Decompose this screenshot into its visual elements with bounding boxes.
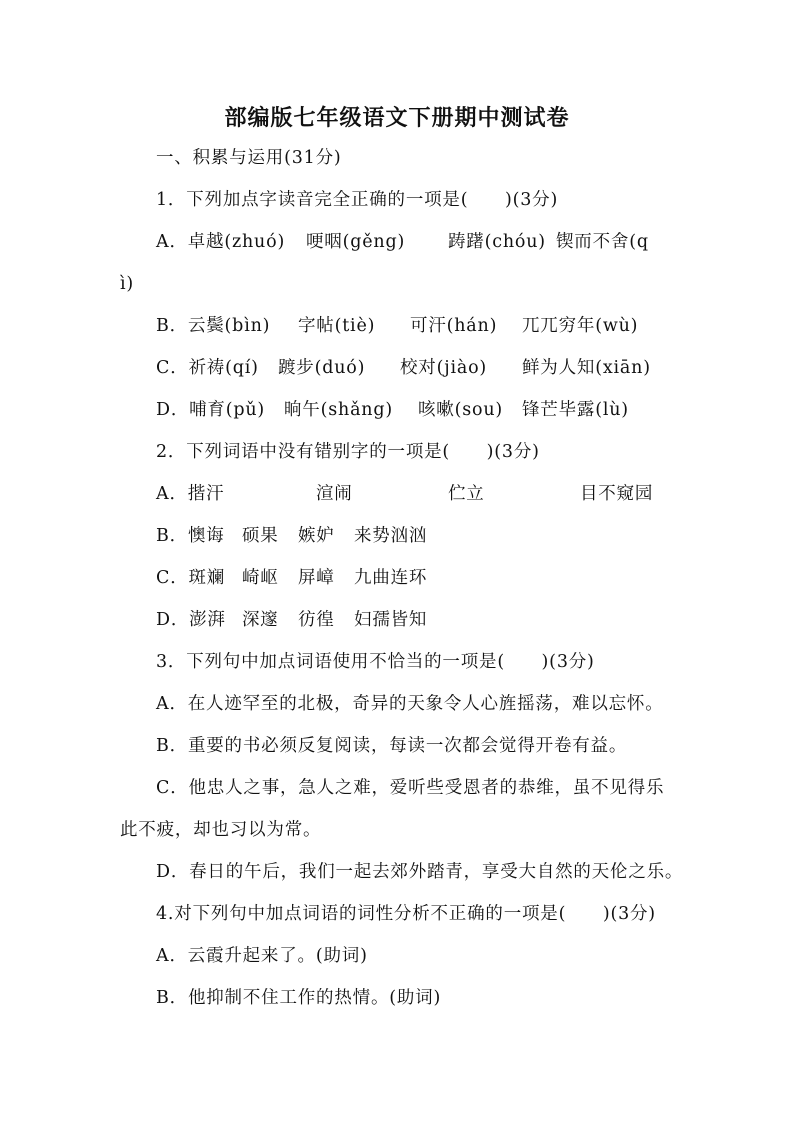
option-item: 渲闹 xyxy=(316,484,353,504)
option-item: 屏嶂 xyxy=(298,568,335,588)
option-item: D．澎湃 xyxy=(156,610,226,630)
option-item: 哽咽(gěng) xyxy=(306,232,406,252)
question-4-option-a: A．云霞升起来了。(助词) xyxy=(156,946,368,966)
option-item: 锲而不舍(q xyxy=(556,232,649,252)
option-item: 硕果 xyxy=(242,526,279,546)
option-item: C．祈祷(qí) xyxy=(156,358,259,378)
option-item: 伫立 xyxy=(448,484,485,504)
option-item: 崎岖 xyxy=(242,568,279,588)
option-item: D．哺育(pǔ) xyxy=(156,400,266,420)
option-item: A．卓越(zhuó) xyxy=(156,232,286,252)
option-item: B．懊诲 xyxy=(156,526,225,546)
option-item: 来势汹汹 xyxy=(354,526,428,546)
question-3-option-d: D．春日的午后，我们一起去郊外踏青，享受大自然的天伦之乐。 xyxy=(156,862,684,882)
option-item: 锋芒毕露(lù) xyxy=(522,400,629,420)
option-item: 字帖(tiè) xyxy=(298,316,376,336)
option-item: 踱步(duó) xyxy=(278,358,366,378)
question-3-stem: 3．下列句中加点词语使用不恰当的一项是( )(3分) xyxy=(156,652,595,672)
option-item: 晌午(shǎng) xyxy=(284,400,394,420)
question-3-option-b: B．重要的书必须反复阅读，每读一次都会觉得开卷有益。 xyxy=(156,736,628,756)
option-item: 鲜为人知(xiān) xyxy=(522,358,651,378)
option-item: 嫉妒 xyxy=(298,526,335,546)
question-1-option-a-continued: ì) xyxy=(120,274,135,294)
question-2-stem: 2．下列词语中没有错别字的一项是( )(3分) xyxy=(156,442,540,462)
question-3-option-c-continued: 此不疲，却也习以为常。 xyxy=(120,820,322,840)
question-4-stem: 4.对下列句中加点词语的词性分析不正确的一项是( )(3分) xyxy=(156,904,656,924)
question-3-option-a: A．在人迹罕至的北极，奇异的天象令人心旌摇荡，难以忘怀。 xyxy=(156,694,664,714)
question-4-option-b: B．他抑制不住工作的热情。(助词) xyxy=(156,988,442,1008)
option-item: 九曲连环 xyxy=(354,568,428,588)
section-heading: 一、积累与运用(31分) xyxy=(156,148,342,168)
option-item: A．揩汗 xyxy=(156,484,225,504)
option-item: 深邃 xyxy=(242,610,279,630)
question-1-stem: 1．下列加点字读音完全正确的一项是( )(3分) xyxy=(156,190,559,210)
option-item: 踌躇(chóu) xyxy=(448,232,546,252)
question-3-option-c: C．他忠人之事，急人之难，爱听些受恩者的恭维，虽不见得乐 xyxy=(156,778,665,798)
page-title: 部编版七年级语文下册期中测试卷 xyxy=(224,105,570,131)
option-item: 咳嗽(sou) xyxy=(418,400,504,420)
option-item: 兀兀穷年(wù) xyxy=(522,316,639,336)
option-item: 妇孺皆知 xyxy=(354,610,428,630)
option-item: B．云鬓(bìn) xyxy=(156,316,271,336)
option-item: 目不窥园 xyxy=(580,484,654,504)
option-item: 彷徨 xyxy=(298,610,335,630)
option-item: 校对(jiào) xyxy=(400,358,488,378)
option-item: 可汗(hán) xyxy=(410,316,498,336)
option-item: C．斑斓 xyxy=(156,568,226,588)
